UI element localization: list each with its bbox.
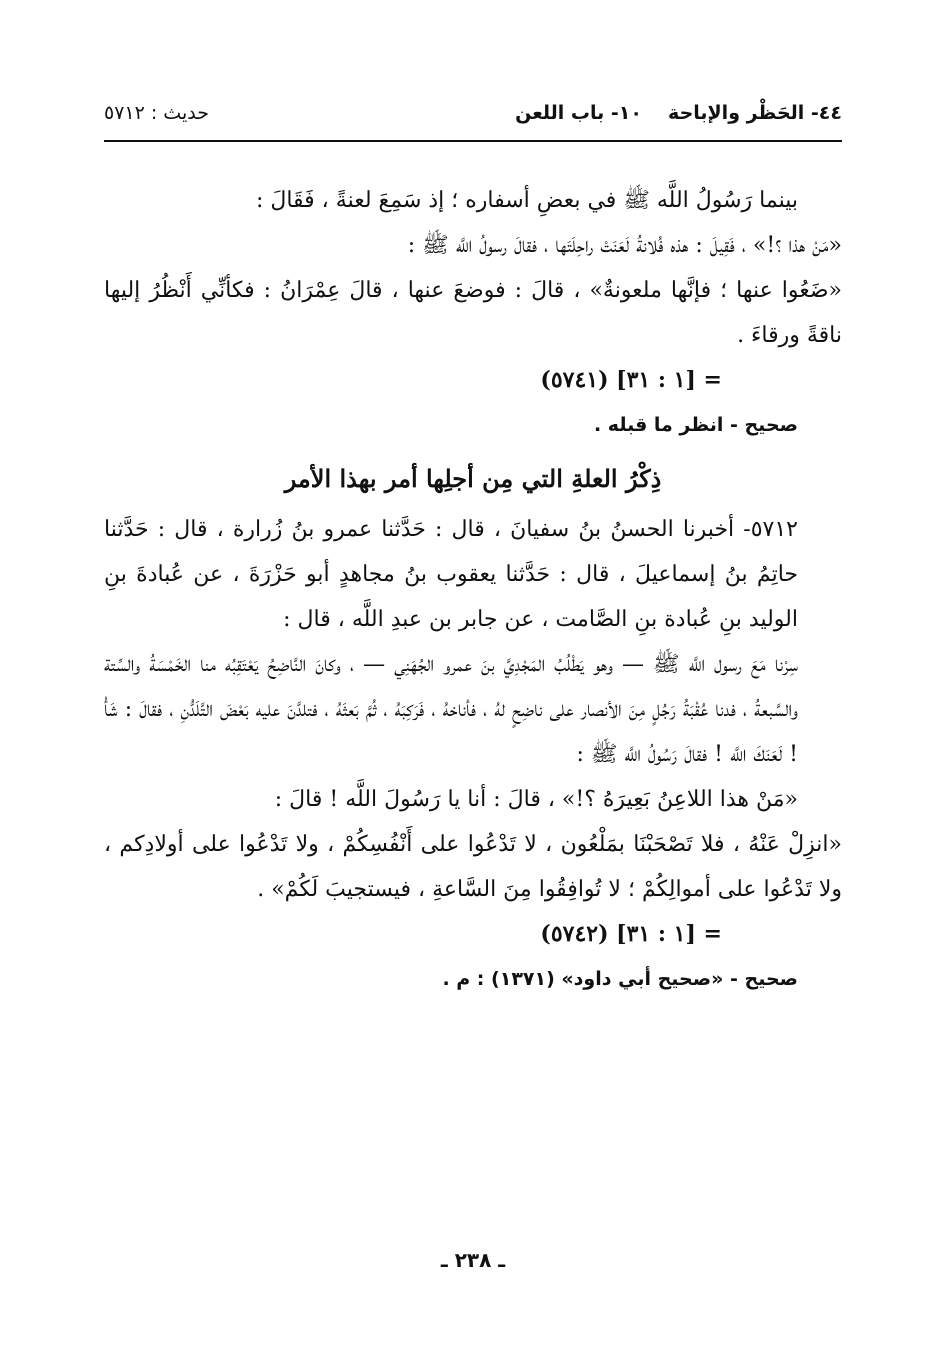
isnad-paragraph: ٥٧١٢- أخبرنا الحسنُ بنُ سفيانَ ، قال : حَدَّثنا عمرو بنُ زُرارة ، قال : حَدَّثنا حاتِمُ بنُ إسماعيلَ ، قال : حَدَّثنا يعقوب بنُ مجاهدٍ أبو حَزْرَةَ ، عن عُبادةَ بنِ الوليد بنِ عُبادة بنِ الصَّامت ، عن جابر بن عبدِ اللَّه ، قال :	[104, 517, 798, 632]
hadith-number: حديث : ٥٧١٢	[104, 102, 209, 124]
main-text	[104, 178, 842, 1002]
section-title: ذِكْرُ العلةِ التي مِن أجلِها أمر بهذا الأمر	[284, 464, 662, 493]
paragraph: بينما رَسُولُ اللَّه ﷺ في بعضِ أسفاره ؛ إذ سَمِعَ لعنةً ، فَقَالَ :	[255, 188, 798, 213]
chapter-title: ١٠- باب اللعن	[515, 102, 642, 124]
book-title: ٤٤- الحَظْر والإباحة	[668, 102, 842, 124]
paragraph: «ضَعُوا عنها ؛ فإنَّها ملعونةٌ» ، قالَ : فوضعَ عنها ، قالَ عِمْرَانُ : فكأنِّي أَنْظُرُ إليها ناقةً ورقاءَ .	[104, 278, 842, 348]
matn-paragraph: سِرْنا مَعَ رسول اللَّه ﷺ — وهو يَطْلُبُ المَجْدِيَّ بنَ عمرو الجُهَنِي — ، وكانَ النَّاضِحُ يَعْتَقِبُه منا الخَمْسَةُ والسِّتة والسَّبعةُ ، فدنا عُقْبَةُ رَجُلٍ مِنَ الأنصار على ناضِحٍ لهُ ، فأناخهُ ، فَرَكِبَهُ ، ثُمَّ بَعثَهُ ، فتلدَّنَ عليه بَعْضَ التَّلَدُّنِ ، فقالَ : شَأْ ! لَعَنَكَ اللَّه ! فقالَ رَسُولُ اللَّه ﷺ :	[104, 652, 798, 767]
grading: صحيح - انظر ما قبله .	[593, 414, 798, 436]
page-number: ـ ٢٣٨ ـ	[440, 1248, 506, 1272]
reference: = [١ : ٣١] (٥٧٤٢)	[540, 921, 722, 947]
paragraph: «مَنْ هذا ؟!» ، فَقِيلَ : هذه فُلانةُ لَعَنَتْ راحِلَتَها ، فقالَ رسولُ اللَّه ﷺ :	[407, 233, 842, 258]
reference: = [١ : ٣١] (٥٧٤١)	[540, 367, 722, 393]
matn-paragraph: «مَنْ هذا اللاعِنُ بَعِيرَهُ ؟!» ، قالَ : أنا يا رَسُولَ اللَّه ! قالَ :	[274, 787, 798, 812]
running-header	[104, 100, 842, 134]
matn-paragraph: «انزِلْ عَنْهُ ، فلا تَصْحَبْنَا بمَلْعُون ، لا تَدْعُوا على أَنْفُسِكُمْ ، ولا تَدْعُوا على أولادِكم ، ولا تَدْعُوا على أموالِكُمْ ؛ لا تُوافِقُوا مِنَ السَّاعةِ ، فيستجيبَ لَكُمْ» .	[104, 832, 842, 902]
header-divider	[104, 140, 842, 142]
grading: صحيح - «صحيح أبي داود» (١٣٧١) : م .	[442, 968, 798, 990]
